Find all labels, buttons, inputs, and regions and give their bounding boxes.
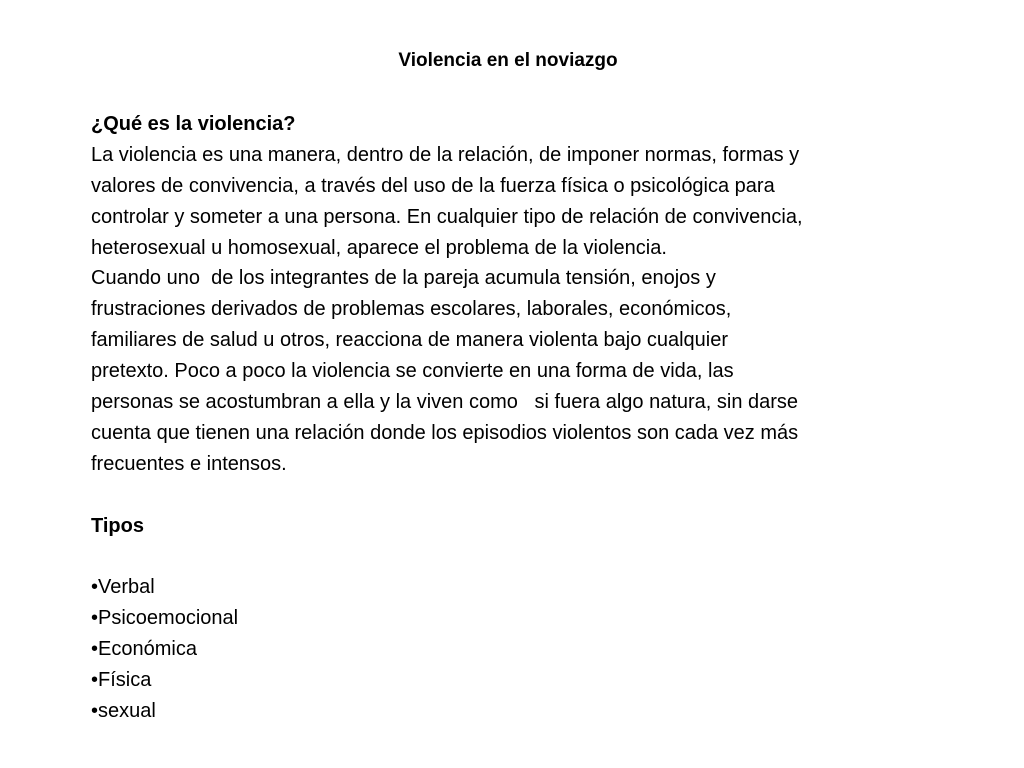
paragraph-line: personas se acostumbran a ella y la viven como si fuera algo natura, sin darse [91, 391, 799, 414]
list-item [91, 572, 951, 603]
list-item [91, 634, 951, 665]
list-item [91, 603, 951, 634]
paragraph-line: frustraciones derivados de problemas escolares, laborales, económicos, [91, 298, 732, 321]
section-heading-tipos: Tipos [91, 514, 144, 537]
list-item-label: Psicoemocional [98, 607, 239, 630]
slide-body [91, 109, 951, 727]
paragraph-line: pretexto. Poco a poco la violencia se convierte en una forma de vida, las [91, 360, 734, 383]
list-item-label: Económica [98, 638, 197, 661]
slide-title: Violencia en el noviazgo [398, 50, 618, 71]
bullet-icon: • [91, 638, 99, 661]
blank-line [91, 541, 951, 572]
paragraph-line: frecuentes e intensos. [91, 452, 287, 475]
bullet-icon: • [91, 669, 99, 692]
bullet-icon: • [91, 576, 99, 599]
bullet-icon: • [91, 607, 99, 630]
paragraph-line: controlar y someter a una persona. En cualquier tipo de relación de convivencia, [91, 205, 803, 228]
bullet-icon: • [91, 699, 99, 722]
blank-line [91, 480, 951, 511]
paragraph-line: familiares de salud u otros, reacciona de manera violenta bajo cualquier [91, 329, 729, 352]
list-item-label: Verbal [98, 576, 155, 599]
paragraph-line: Cuando uno de los integrantes de la pareja acumula tensión, enojos y [91, 267, 716, 290]
list-item [91, 696, 951, 727]
paragraph-line: valores de convivencia, a través del uso de la fuerza física o psicológica para [91, 174, 775, 197]
section-heading-que-es: ¿Qué es la violencia? [91, 113, 296, 135]
list-item-label: Física [98, 669, 152, 692]
list-item [91, 665, 951, 696]
paragraph-line: heterosexual u homosexual, aparece el problema de la violencia. [91, 236, 667, 259]
list-item-label: sexual [98, 699, 156, 722]
paragraph-line: La violencia es una manera, dentro de la relación, de imponer normas, formas y [91, 143, 800, 166]
tipos-list [91, 572, 951, 726]
paragraph-line: cuenta que tienen una relación donde los episodios violentos son cada vez más [91, 421, 799, 444]
